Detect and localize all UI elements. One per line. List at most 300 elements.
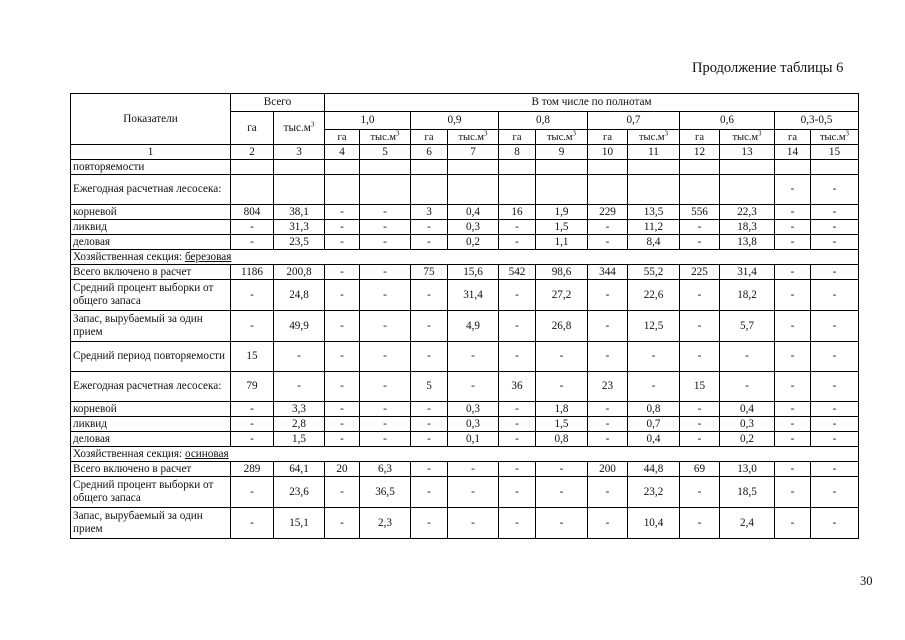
table-cell: - (231, 220, 274, 235)
table-cell: - (775, 417, 811, 432)
table-cell (775, 160, 811, 175)
table-cell: 2,3 (360, 508, 411, 539)
column-number: 11 (628, 145, 680, 160)
table-cell (411, 160, 448, 175)
table-cell: - (628, 372, 680, 402)
table-cell: - (231, 311, 274, 342)
table-cell: 289 (231, 462, 274, 477)
table-cell: - (811, 372, 859, 402)
table-cell: - (680, 220, 720, 235)
column-number: 6 (411, 145, 448, 160)
table-cell: - (274, 372, 325, 402)
table-cell: 5,7 (720, 311, 775, 342)
table-cell: 0,4 (448, 205, 499, 220)
unit-m3-header: $тыс.м^3$ (628, 130, 680, 145)
table-cell: 1,8 (536, 402, 588, 417)
section-title (71, 447, 859, 462)
table-row (71, 417, 859, 432)
table-cell: 23,5 (274, 235, 325, 250)
table-cell: - (536, 477, 588, 508)
table-row (71, 477, 859, 508)
table-cell: 1186 (231, 265, 274, 280)
table-cell: - (411, 311, 448, 342)
table-cell: - (811, 235, 859, 250)
table-cell: - (411, 477, 448, 508)
table-cell (536, 175, 588, 205)
table-cell: - (499, 432, 536, 447)
table-cell: - (811, 417, 859, 432)
table-caption: Продолжение таблицы 6 (692, 60, 844, 76)
table-cell: 18,2 (720, 280, 775, 311)
table-cell: 15 (680, 372, 720, 402)
table-cell: - (775, 235, 811, 250)
table-cell: - (325, 342, 360, 372)
table-cell: - (360, 402, 411, 417)
table-cell (588, 175, 628, 205)
table-cell: - (360, 220, 411, 235)
table-cell: 229 (588, 205, 628, 220)
row-label: корневой (71, 205, 231, 220)
table-cell: 0,4 (720, 402, 775, 417)
table-cell: - (411, 402, 448, 417)
column-number: 3 (274, 145, 325, 160)
table-cell: - (775, 432, 811, 447)
table-cell: 0,3 (720, 417, 775, 432)
table-cell: - (811, 205, 859, 220)
table-cell: 4,9 (448, 311, 499, 342)
table-cell: - (325, 205, 360, 220)
table-cell: 31,3 (274, 220, 325, 235)
table-cell: 556 (680, 205, 720, 220)
table-cell: 22,3 (720, 205, 775, 220)
table-cell: - (360, 280, 411, 311)
table-cell: - (775, 477, 811, 508)
table-cell: - (775, 342, 811, 372)
table-cell: - (536, 372, 588, 402)
table-cell: 23,2 (628, 477, 680, 508)
table-cell: 3 (411, 205, 448, 220)
table-cell: - (811, 477, 859, 508)
table-cell: - (411, 220, 448, 235)
unit-ha-header: га (325, 130, 360, 145)
table-cell: - (499, 220, 536, 235)
table-cell: 13,0 (720, 462, 775, 477)
section-prefix: Хозяйственная секция: (73, 250, 185, 263)
table-cell: - (411, 417, 448, 432)
density-header: 0,7 (588, 112, 680, 130)
row-label: Средний процент выборки от общего запаса (71, 477, 231, 508)
table-cell: - (499, 280, 536, 311)
table-cell: 31,4 (448, 280, 499, 311)
table-cell: 16 (499, 205, 536, 220)
table-row (71, 280, 859, 311)
table-cell: - (499, 402, 536, 417)
table-cell: - (720, 372, 775, 402)
table-cell: 200,8 (274, 265, 325, 280)
table-cell: 0,3 (448, 417, 499, 432)
table-cell: 1,9 (536, 205, 588, 220)
table-cell: 804 (231, 205, 274, 220)
table-cell: - (231, 477, 274, 508)
table-cell: - (360, 342, 411, 372)
table-cell: - (536, 462, 588, 477)
table-cell: 0,1 (448, 432, 499, 447)
unit-ha-header: га (499, 130, 536, 145)
table-cell: - (325, 432, 360, 447)
table-cell: 0,2 (448, 235, 499, 250)
table-cell: - (720, 342, 775, 372)
table-cell: - (588, 311, 628, 342)
section-title (71, 250, 859, 265)
table-cell: 11,2 (628, 220, 680, 235)
table-cell: 542 (499, 265, 536, 280)
table-cell: - (231, 280, 274, 311)
table-cell (588, 160, 628, 175)
table-cell: - (680, 508, 720, 539)
column-number: 15 (811, 145, 859, 160)
table-cell: - (811, 220, 859, 235)
column-number: 13 (720, 145, 775, 160)
table-cell: - (325, 311, 360, 342)
column-number: 1 (71, 145, 231, 160)
table-cell: - (775, 205, 811, 220)
table-cell: - (499, 462, 536, 477)
total-header: Всего (231, 94, 325, 112)
table-cell (680, 160, 720, 175)
density-header: 1,0 (325, 112, 411, 130)
table-cell: - (325, 402, 360, 417)
table-cell: - (588, 477, 628, 508)
unit-m3-header: $тыс.м^3$ (360, 130, 411, 145)
table-cell: - (325, 235, 360, 250)
column-number: 14 (775, 145, 811, 160)
row-label: ликвид (71, 417, 231, 432)
row-label: ликвид (71, 220, 231, 235)
table-cell: 200 (588, 462, 628, 477)
table-cell: - (360, 235, 411, 250)
column-number: 4 (325, 145, 360, 160)
table-row (71, 235, 859, 250)
table-cell: 0,8 (536, 432, 588, 447)
table-cell: - (325, 477, 360, 508)
table-cell: - (628, 342, 680, 372)
table-cell: - (811, 280, 859, 311)
table-cell: 75 (411, 265, 448, 280)
table-cell: 15 (231, 342, 274, 372)
table-cell: - (811, 402, 859, 417)
section-row (71, 447, 859, 462)
table-cell: 1,5 (536, 417, 588, 432)
table-cell: 44,8 (628, 462, 680, 477)
density-header: 0,6 (680, 112, 775, 130)
table-cell: 1,1 (536, 235, 588, 250)
table-cell: - (360, 205, 411, 220)
section-name: осиновая (184, 447, 229, 460)
table-cell: - (411, 342, 448, 372)
table-cell: - (775, 508, 811, 539)
table-cell: 225 (680, 265, 720, 280)
table-cell: 3,3 (274, 402, 325, 417)
table-cell: - (499, 417, 536, 432)
table-cell: 38,1 (274, 205, 325, 220)
unit-m3-header: $тыс.м^3$ (720, 130, 775, 145)
section-name: березовая (184, 250, 232, 263)
table-cell (628, 175, 680, 205)
unit-ha-header: га (588, 130, 628, 145)
table-cell: - (411, 432, 448, 447)
table-cell (499, 175, 536, 205)
table-cell (325, 175, 360, 205)
table-cell: - (680, 402, 720, 417)
table-cell: - (775, 220, 811, 235)
table-cell: - (411, 462, 448, 477)
table-cell: - (231, 432, 274, 447)
table-cell: - (588, 342, 628, 372)
density-header: 0,3-0,5 (775, 112, 859, 130)
table-cell: - (811, 342, 859, 372)
unit-m3-header: $тыс.м^3$ (536, 130, 588, 145)
table-cell: - (360, 417, 411, 432)
table-cell: 12,5 (628, 311, 680, 342)
table-cell: - (775, 280, 811, 311)
column-number: 9 (536, 145, 588, 160)
table-cell: - (325, 280, 360, 311)
table-cell: 1,5 (274, 432, 325, 447)
table-cell: - (448, 477, 499, 508)
table-cell (274, 175, 325, 205)
column-number: 10 (588, 145, 628, 160)
table-cell: 344 (588, 265, 628, 280)
column-number: 8 (499, 145, 536, 160)
table-cell: 5 (411, 372, 448, 402)
table-cell: - (499, 342, 536, 372)
table-cell: 8,4 (628, 235, 680, 250)
column-number: 12 (680, 145, 720, 160)
table-cell: - (680, 311, 720, 342)
table-cell (680, 175, 720, 205)
row-label: Всего включено в расчет (71, 265, 231, 280)
density-header: 0,9 (411, 112, 499, 130)
section-row (71, 250, 859, 265)
table-cell: 26,8 (536, 311, 588, 342)
table-cell: - (536, 508, 588, 539)
table-cell: 6,3 (360, 462, 411, 477)
table-cell (536, 160, 588, 175)
table-row (71, 342, 859, 372)
table-cell: - (448, 372, 499, 402)
table-cell: - (588, 402, 628, 417)
table-cell: - (775, 462, 811, 477)
column-number: 7 (448, 145, 499, 160)
table-cell: 22,6 (628, 280, 680, 311)
row-label: деловая (71, 432, 231, 447)
table-cell: - (680, 477, 720, 508)
page-number: 30 (860, 574, 873, 588)
table-cell: - (448, 508, 499, 539)
table-cell: 18,3 (720, 220, 775, 235)
table-cell: 15,6 (448, 265, 499, 280)
table-cell: - (231, 235, 274, 250)
table-cell: 55,2 (628, 265, 680, 280)
table-cell: - (536, 342, 588, 372)
table-cell (628, 160, 680, 175)
table-cell: 23,6 (274, 477, 325, 508)
table-cell: 0,4 (628, 432, 680, 447)
table-cell: - (775, 311, 811, 342)
table-cell: - (231, 508, 274, 539)
table-cell: 24,8 (274, 280, 325, 311)
table-cell: - (775, 372, 811, 402)
table-cell: 2,4 (720, 508, 775, 539)
row-label: Запас, вырубаемый за один прием (71, 508, 231, 539)
indicators-header: Показатели (71, 94, 231, 145)
table-cell (274, 160, 325, 175)
row-label: Ежегодная расчетная лесосека: (71, 175, 231, 205)
table-cell: - (811, 175, 859, 205)
table-cell: - (231, 417, 274, 432)
table-cell: - (680, 342, 720, 372)
table-cell: - (811, 432, 859, 447)
table-row (71, 402, 859, 417)
table-row (71, 508, 859, 539)
table-cell: 15,1 (274, 508, 325, 539)
table-cell: - (360, 265, 411, 280)
table-cell: - (588, 220, 628, 235)
table-row (71, 175, 859, 205)
table-cell: - (680, 280, 720, 311)
table-cell: - (680, 235, 720, 250)
table-cell: - (360, 432, 411, 447)
table-row (71, 160, 859, 175)
table-cell: - (231, 402, 274, 417)
table-cell: - (325, 220, 360, 235)
table-cell: 23 (588, 372, 628, 402)
table-cell: 1,5 (536, 220, 588, 235)
table-cell: - (588, 417, 628, 432)
table-cell: 79 (231, 372, 274, 402)
table-cell: - (499, 508, 536, 539)
table-cell: - (411, 280, 448, 311)
unit-ha-header: га (411, 130, 448, 145)
row-label: Средний процент выборки от общего запаса (71, 280, 231, 311)
column-number: 5 (360, 145, 411, 160)
table-cell: 20 (325, 462, 360, 477)
table-cell: - (680, 417, 720, 432)
table-cell: - (499, 311, 536, 342)
table-cell: 18,5 (720, 477, 775, 508)
unit-ha-header: га (680, 130, 720, 145)
table-cell: - (588, 508, 628, 539)
row-label: Запас, вырубаемый за один прием (71, 311, 231, 342)
table-cell: 0,8 (628, 402, 680, 417)
table-cell: - (588, 432, 628, 447)
forest-table (70, 93, 859, 539)
table-cell: 0,2 (720, 432, 775, 447)
table-cell (720, 175, 775, 205)
table-cell: - (811, 508, 859, 539)
total-m3-header: $тыс.м^3$ (274, 112, 325, 145)
table-cell: - (775, 402, 811, 417)
table-cell: 2,8 (274, 417, 325, 432)
table-cell: - (360, 372, 411, 402)
table-cell: 13,5 (628, 205, 680, 220)
table-row (71, 205, 859, 220)
row-label: Всего включено в расчет (71, 462, 231, 477)
row-label: Средний период повторяемости (71, 342, 231, 372)
row-label: повторяемости (71, 160, 231, 175)
table-cell: - (325, 372, 360, 402)
table-cell (231, 160, 274, 175)
table-cell: - (325, 265, 360, 280)
table-cell (325, 160, 360, 175)
table-cell (811, 160, 859, 175)
table-cell: - (411, 235, 448, 250)
table-cell (231, 175, 274, 205)
table-cell: - (588, 235, 628, 250)
table-cell: - (499, 477, 536, 508)
unit-m3-header: $тыс.м^3$ (448, 130, 499, 145)
header-row-1 (71, 94, 859, 112)
table-cell: 0,3 (448, 402, 499, 417)
table-row (71, 311, 859, 342)
table-cell (360, 160, 411, 175)
table-cell: 0,3 (448, 220, 499, 235)
table-cell: - (775, 265, 811, 280)
table-cell: 27,2 (536, 280, 588, 311)
table-cell: - (360, 311, 411, 342)
table-cell: - (811, 311, 859, 342)
table-cell (360, 175, 411, 205)
row-label: деловая (71, 235, 231, 250)
table-cell: 64,1 (274, 462, 325, 477)
table-cell: 0,7 (628, 417, 680, 432)
table-cell (448, 175, 499, 205)
table-cell: - (811, 265, 859, 280)
table-cell (720, 160, 775, 175)
total-ha-header: га (231, 112, 274, 145)
table-cell: - (448, 462, 499, 477)
table-cell (448, 160, 499, 175)
table-cell: - (775, 175, 811, 205)
table-cell: - (680, 432, 720, 447)
column-number: 2 (231, 145, 274, 160)
table-row (71, 372, 859, 402)
table-cell: 10,4 (628, 508, 680, 539)
table-cell: - (448, 342, 499, 372)
row-label: корневой (71, 402, 231, 417)
header-row-numbers (71, 145, 859, 160)
table-cell (411, 175, 448, 205)
table-row (71, 220, 859, 235)
density-group-header: В том числе по полнотам (325, 94, 859, 112)
table-cell: - (411, 508, 448, 539)
table-row (71, 265, 859, 280)
table-cell: 69 (680, 462, 720, 477)
table-cell: - (499, 235, 536, 250)
table-cell: - (325, 417, 360, 432)
row-label: Ежегодная расчетная лесосека: (71, 372, 231, 402)
table-cell: 98,6 (536, 265, 588, 280)
table-cell: - (811, 462, 859, 477)
unit-m3-header: $тыс.м^3$ (811, 130, 859, 145)
table-cell (499, 160, 536, 175)
table-cell: 13,8 (720, 235, 775, 250)
section-prefix: Хозяйственная секция: (73, 447, 185, 460)
table-cell: 36,5 (360, 477, 411, 508)
table-cell: - (588, 280, 628, 311)
table-row (71, 432, 859, 447)
table-cell: 36 (499, 372, 536, 402)
